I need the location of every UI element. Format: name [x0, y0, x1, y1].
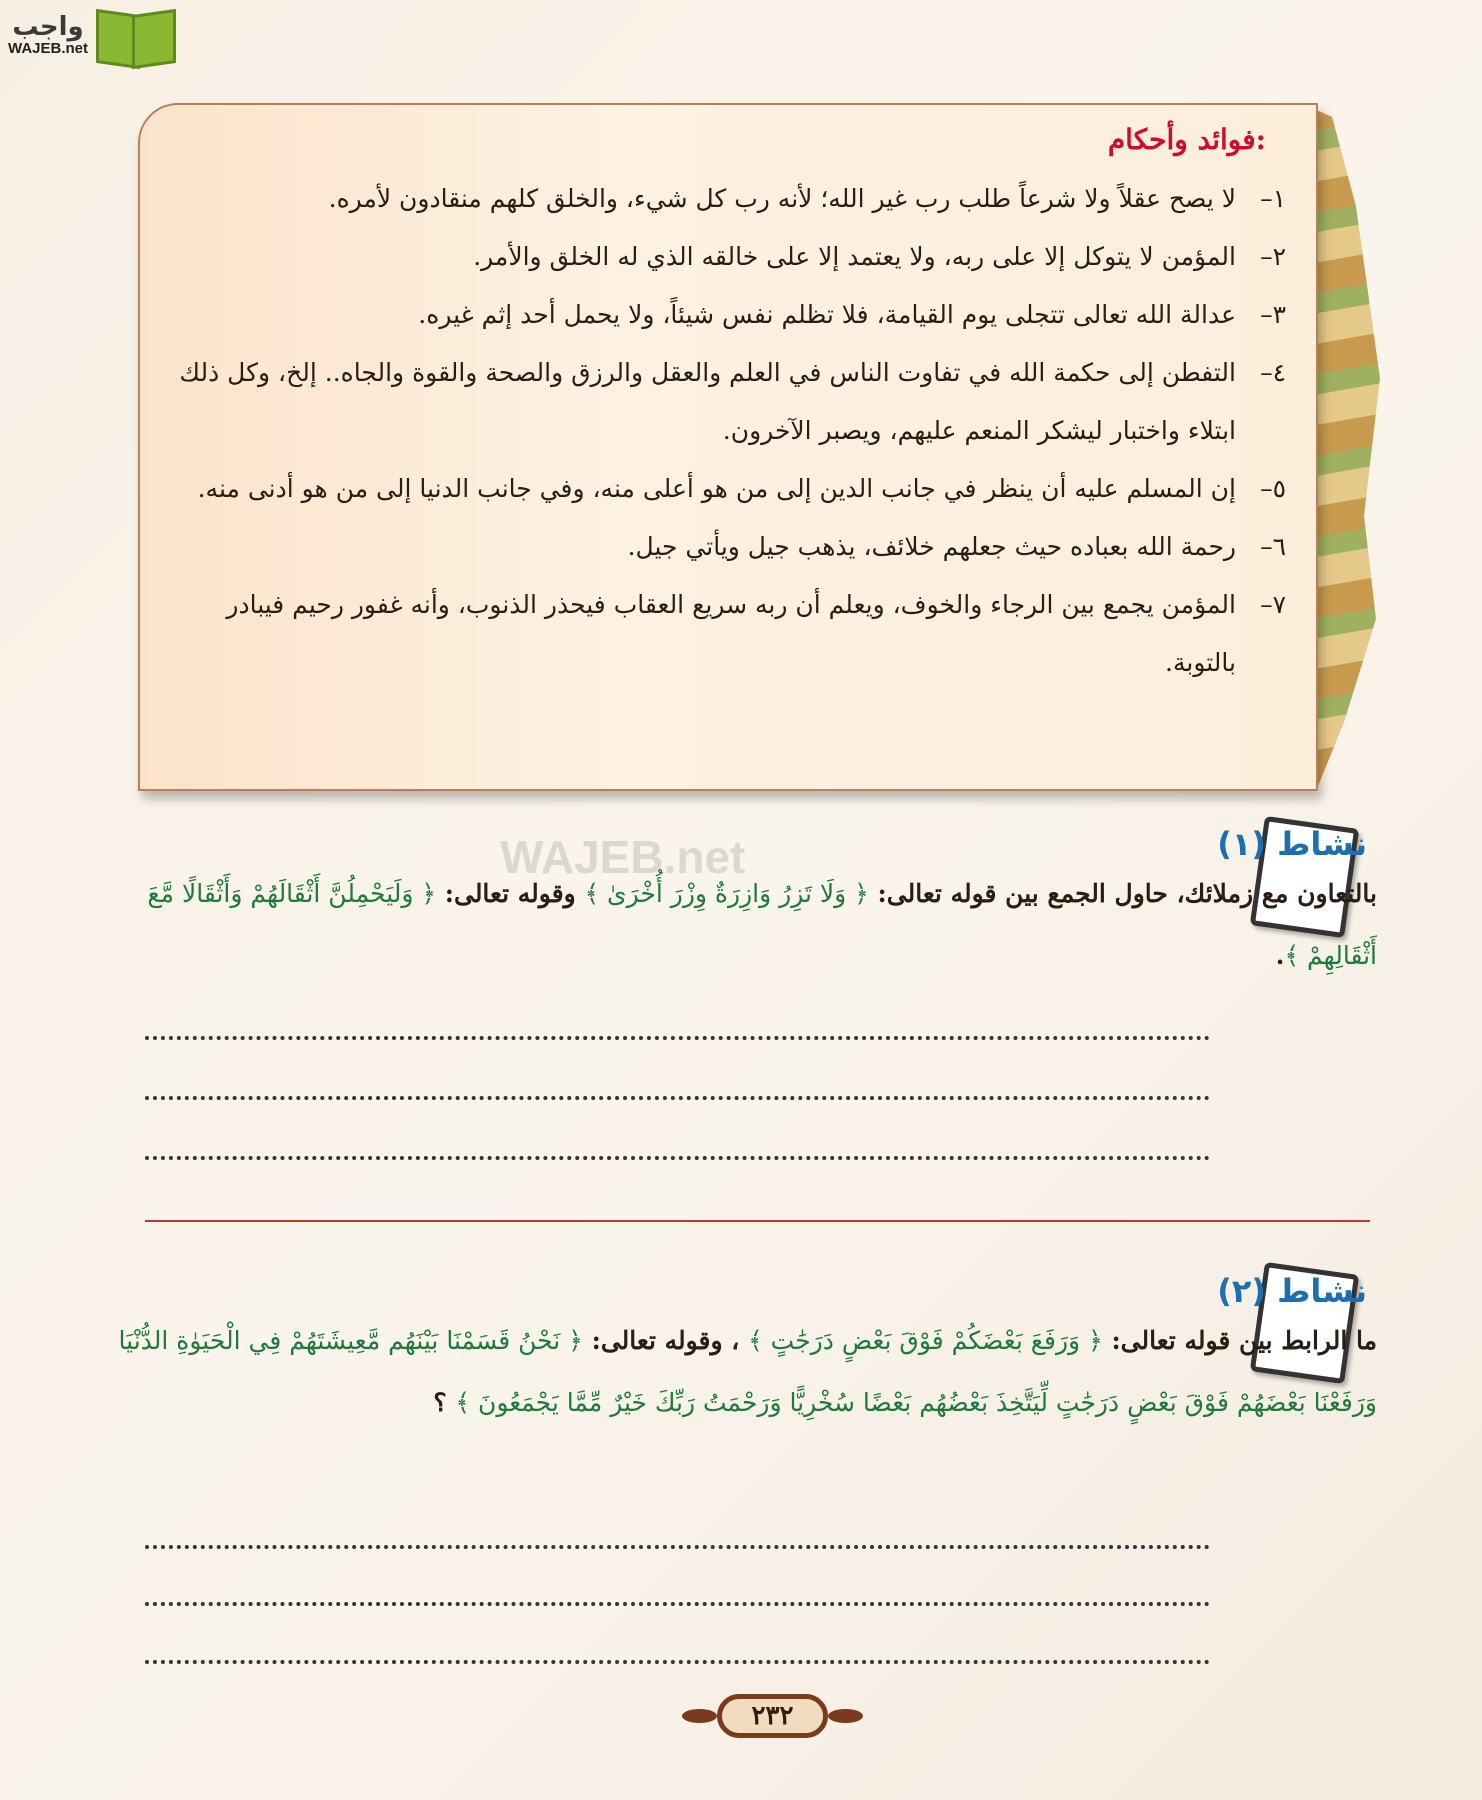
- answer-line[interactable]: [145, 1036, 1210, 1040]
- box-title: فوائد وأحكام:: [1107, 123, 1266, 156]
- question-text: ، وقوله تعالى:: [591, 1326, 740, 1355]
- list-item: [176, 170, 1286, 228]
- logo-latin: WAJEB.net: [8, 39, 89, 57]
- activity-2-title: نشاط (٢): [1217, 1272, 1367, 1310]
- item-number: ١–: [1260, 184, 1286, 213]
- activity-2-question: [117, 1310, 1387, 1434]
- quran-verse: ﴿ وَلَا تَزِرُ وَازِرَةٌ وِزْرَ أُخْرَىٰ ﴾: [584, 879, 869, 908]
- question-text: وقوله تعالى:: [444, 879, 576, 908]
- item-number: ٣–: [1260, 300, 1286, 329]
- answer-line[interactable]: [145, 1660, 1210, 1664]
- list-item: [176, 518, 1286, 576]
- activity-1: [117, 825, 1387, 987]
- ornament-right: [828, 1709, 863, 1723]
- quran-verse: ﴿ وَرَفَعَ بَعْضَكُمْ فَوْقَ بَعْضٍ دَرَجَٰتٍ ﴾: [748, 1326, 1103, 1355]
- quran-verse: ﴿ نَحْنُ قَسَمْنَا بَيْنَهُم مَّعِيشَتَهُمْ فِي الْحَيَوٰةِ الدُّنْيَا وَرَفَعْنَا بَعْضَهُمْ فَوْقَ بَعْضٍ دَرَجَٰتٍ لِّيَتَّخِذَ بَعْضُهُم بَعْضًا سُخْرِيًّا وَرَحْمَتُ رَبِّكَ خَيْرٌ مِّمَّا يَجْمَعُونَ ﴾: [118, 1326, 1377, 1417]
- item-number: ٦–: [1260, 532, 1286, 561]
- logo-arabic: واجب: [12, 11, 84, 42]
- question-text: ما الرابط بين قوله تعالى:: [1111, 1326, 1377, 1355]
- item-text: عدالة الله تعالى تتجلى يوم القيامة، فلا تظلم نفس شيئاً، ولا يحمل أحد إثم غيره.: [418, 300, 1236, 329]
- list-item: [176, 228, 1286, 286]
- list-item: [176, 460, 1286, 518]
- list-item: [176, 576, 1286, 692]
- ornament-left: [682, 1709, 717, 1723]
- activity-1-title: نشاط (١): [1217, 825, 1367, 863]
- item-number: ٢–: [1260, 242, 1286, 271]
- item-text: إن المسلم عليه أن ينظر في جانب الدين إلى من هو أعلى منه، وفي جانب الدنيا إلى من هو أدنى منه.: [197, 474, 1236, 503]
- answer-line[interactable]: [145, 1545, 1210, 1549]
- watermark: WAJEB.net: [500, 831, 746, 883]
- wajeb-logo[interactable]: [8, 6, 176, 64]
- item-text: لا يصح عقلاً ولا شرعاً طلب رب غير الله؛ لأنه رب كل شيء، والخلق كلهم منقادون لأمره.: [328, 184, 1236, 213]
- page-number: [680, 1688, 865, 1744]
- answer-line[interactable]: [145, 1156, 1210, 1160]
- page-number-text: ٢٣٢: [717, 1694, 829, 1738]
- question-text: ؟: [433, 1388, 456, 1417]
- section-divider: [145, 1220, 1370, 1222]
- list-item: [176, 286, 1286, 344]
- answer-line[interactable]: [145, 1096, 1210, 1100]
- question-text: بالتعاون مع زملائك، حاول الجمع بين قوله تعالى:: [877, 879, 1377, 908]
- item-text: رحمة الله بعباده حيث جعلهم خلائف، يذهب جيل ويأتي جيل.: [627, 532, 1236, 561]
- benefits-list: [176, 170, 1286, 692]
- item-text: المؤمن يجمع بين الرجاء والخوف، ويعلم أن ربه سريع العقاب فيحذر الذنوب، وأنه غفور رحيم فيبادر بالتوبة.: [226, 590, 1236, 677]
- quran-verse: ﴿ وَلَيَحْمِلُنَّ أَثْقَالَهُمْ وَأَثْقَالًا مَّعَ أَثْقَالِهِمْ ﴾: [147, 879, 1377, 970]
- question-text: .: [1275, 941, 1285, 970]
- item-text: التفطن إلى حكمة الله في تفاوت الناس في العلم والعقل والرزق والصحة والقوة والجاه.. إلخ، وكل ذلك ابتلاء واختبار ليشكر المنعم عليهم، ويصبر الآخرون.: [179, 358, 1236, 445]
- answer-line[interactable]: [145, 1602, 1210, 1606]
- benefits-box: [138, 103, 1318, 791]
- list-item: [176, 344, 1286, 460]
- activity-2: [117, 1272, 1387, 1434]
- activity-1-question: [117, 863, 1387, 987]
- item-number: ٤–: [1260, 358, 1286, 387]
- item-text: المؤمن لا يتوكل إلا على ربه، ولا يعتمد إلا على خالقه الذي له الخلق والأمر.: [473, 242, 1236, 271]
- item-number: ٧–: [1260, 590, 1286, 619]
- item-number: ٥–: [1260, 474, 1286, 503]
- book-icon: [96, 6, 176, 64]
